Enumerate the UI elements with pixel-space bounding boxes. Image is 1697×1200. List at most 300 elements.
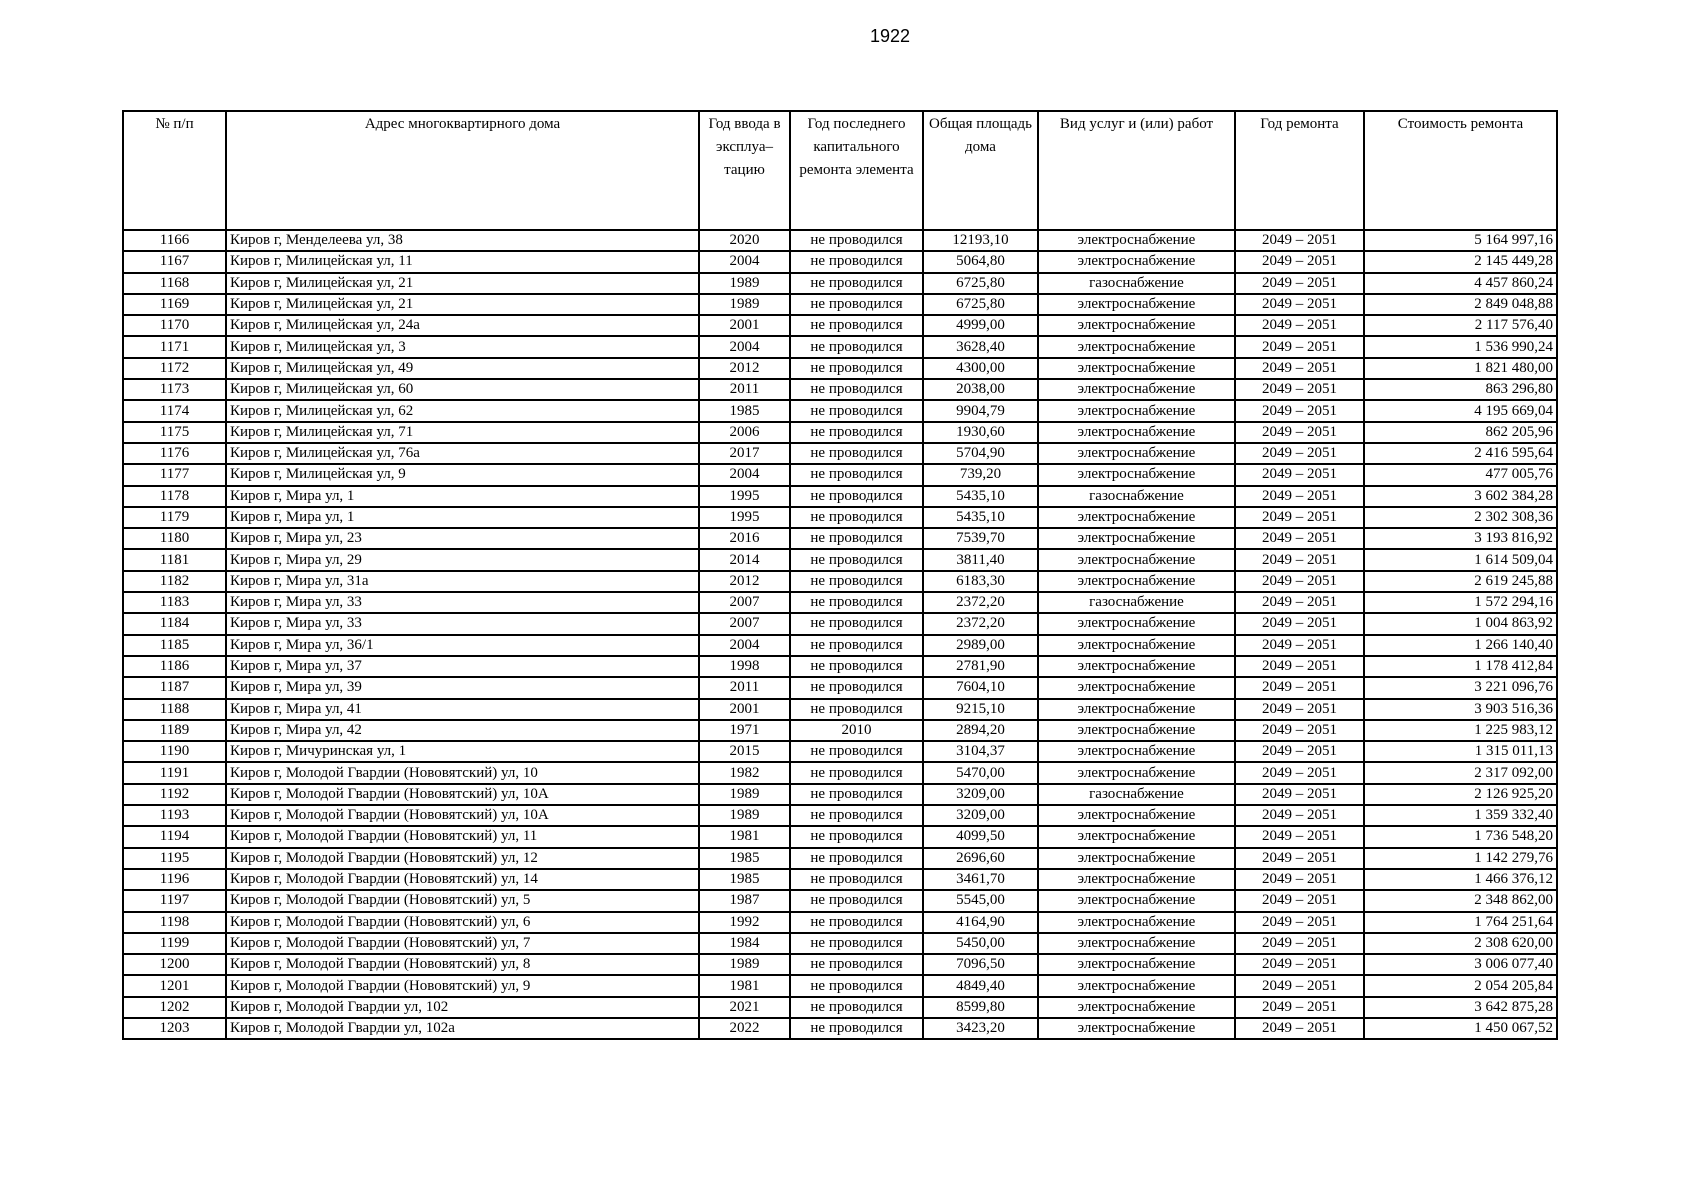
table-body xyxy=(123,230,1557,1039)
cell-address: Киров г, Молодой Гвардии (Нововятский) ул, 10А xyxy=(226,805,699,826)
cell-last-repair: не проводился xyxy=(790,592,923,613)
cell-cost: 3 903 516,36 xyxy=(1364,699,1557,720)
cell-area: 5545,00 xyxy=(923,890,1038,911)
table-row xyxy=(123,1018,1557,1039)
cell-year-built: 1985 xyxy=(699,848,790,869)
cell-last-repair: не проводился xyxy=(790,741,923,762)
cell-service: электроснабжение xyxy=(1038,912,1235,933)
cell-cost: 2 117 576,40 xyxy=(1364,315,1557,336)
cell-num: 1180 xyxy=(123,528,226,549)
cell-cost: 1 178 412,84 xyxy=(1364,656,1557,677)
cell-address: Киров г, Молодой Гвардии (Нововятский) ул, 7 xyxy=(226,933,699,954)
cell-last-repair: не проводился xyxy=(790,826,923,847)
cell-num: 1179 xyxy=(123,507,226,528)
table-row xyxy=(123,294,1557,315)
cell-service: электроснабжение xyxy=(1038,890,1235,911)
cell-num: 1173 xyxy=(123,379,226,400)
cell-cost: 1 142 279,76 xyxy=(1364,848,1557,869)
cell-address: Киров г, Мира ул, 42 xyxy=(226,720,699,741)
cell-repair-years: 2049 – 2051 xyxy=(1235,826,1364,847)
cell-service: электроснабжение xyxy=(1038,656,1235,677)
cell-cost: 2 416 595,64 xyxy=(1364,443,1557,464)
cell-year-built: 2021 xyxy=(699,997,790,1018)
cell-area: 7604,10 xyxy=(923,677,1038,698)
cell-service: газоснабжение xyxy=(1038,273,1235,294)
table-row xyxy=(123,464,1557,485)
cell-num: 1194 xyxy=(123,826,226,847)
cell-last-repair: не проводился xyxy=(790,443,923,464)
cell-last-repair: не проводился xyxy=(790,656,923,677)
cell-address: Киров г, Молодой Гвардии (Нововятский) ул, 8 xyxy=(226,954,699,975)
cell-area: 4099,50 xyxy=(923,826,1038,847)
cell-repair-years: 2049 – 2051 xyxy=(1235,613,1364,634)
cell-num: 1188 xyxy=(123,699,226,720)
header-area: Общая площадь дома xyxy=(923,111,1038,230)
cell-year-built: 1995 xyxy=(699,486,790,507)
table-row xyxy=(123,613,1557,634)
cell-service: электроснабжение xyxy=(1038,613,1235,634)
cell-num: 1190 xyxy=(123,741,226,762)
cell-area: 739,20 xyxy=(923,464,1038,485)
cell-repair-years: 2049 – 2051 xyxy=(1235,486,1364,507)
cell-cost: 2 308 620,00 xyxy=(1364,933,1557,954)
cell-service: электроснабжение xyxy=(1038,294,1235,315)
table-row xyxy=(123,869,1557,890)
cell-cost: 3 221 096,76 xyxy=(1364,677,1557,698)
cell-address: Киров г, Мира ул, 23 xyxy=(226,528,699,549)
cell-service: электроснабжение xyxy=(1038,677,1235,698)
cell-cost: 4 195 669,04 xyxy=(1364,400,1557,421)
cell-repair-years: 2049 – 2051 xyxy=(1235,507,1364,528)
cell-year-built: 1985 xyxy=(699,400,790,421)
header-address: Адрес многоквартирного дома xyxy=(226,111,699,230)
cell-last-repair: не проводился xyxy=(790,677,923,698)
cell-cost: 3 193 816,92 xyxy=(1364,528,1557,549)
cell-year-built: 2016 xyxy=(699,528,790,549)
cell-cost: 1 736 548,20 xyxy=(1364,826,1557,847)
cell-area: 5450,00 xyxy=(923,933,1038,954)
cell-year-built: 1971 xyxy=(699,720,790,741)
cell-cost: 3 006 077,40 xyxy=(1364,954,1557,975)
cell-area: 9215,10 xyxy=(923,699,1038,720)
cell-area: 8599,80 xyxy=(923,997,1038,1018)
cell-address: Киров г, Мира ул, 39 xyxy=(226,677,699,698)
cell-area: 3628,40 xyxy=(923,336,1038,357)
cell-repair-years: 2049 – 2051 xyxy=(1235,251,1364,272)
cell-last-repair: не проводился xyxy=(790,912,923,933)
cell-last-repair: не проводился xyxy=(790,507,923,528)
cell-num: 1167 xyxy=(123,251,226,272)
cell-cost: 1 266 140,40 xyxy=(1364,635,1557,656)
table-row xyxy=(123,677,1557,698)
cell-year-built: 2001 xyxy=(699,699,790,720)
cell-cost: 1 764 251,64 xyxy=(1364,912,1557,933)
cell-last-repair: не проводился xyxy=(790,954,923,975)
cell-repair-years: 2049 – 2051 xyxy=(1235,635,1364,656)
cell-area: 5435,10 xyxy=(923,507,1038,528)
cell-service: газоснабжение xyxy=(1038,592,1235,613)
table-row xyxy=(123,656,1557,677)
cell-num: 1183 xyxy=(123,592,226,613)
cell-area: 3209,00 xyxy=(923,784,1038,805)
table-row xyxy=(123,251,1557,272)
cell-num: 1202 xyxy=(123,997,226,1018)
cell-address: Киров г, Молодой Гвардии (Нововятский) ул, 6 xyxy=(226,912,699,933)
cell-last-repair: не проводился xyxy=(790,400,923,421)
cell-cost: 1 821 480,00 xyxy=(1364,358,1557,379)
cell-year-built: 2004 xyxy=(699,251,790,272)
cell-address: Киров г, Молодой Гвардии (Нововятский) ул, 5 xyxy=(226,890,699,911)
cell-address: Киров г, Мира ул, 33 xyxy=(226,592,699,613)
cell-cost: 5 164 997,16 xyxy=(1364,230,1557,251)
cell-service: электроснабжение xyxy=(1038,379,1235,400)
cell-repair-years: 2049 – 2051 xyxy=(1235,699,1364,720)
cell-area: 3209,00 xyxy=(923,805,1038,826)
cell-address: Киров г, Мира ул, 36/1 xyxy=(226,635,699,656)
cell-num: 1185 xyxy=(123,635,226,656)
cell-address: Киров г, Милицейская ул, 71 xyxy=(226,422,699,443)
cell-area: 5435,10 xyxy=(923,486,1038,507)
cell-year-built: 2011 xyxy=(699,379,790,400)
cell-num: 1175 xyxy=(123,422,226,443)
cell-area: 2038,00 xyxy=(923,379,1038,400)
cell-cost: 1 225 983,12 xyxy=(1364,720,1557,741)
cell-address: Киров г, Милицейская ул, 60 xyxy=(226,379,699,400)
cell-cost: 2 145 449,28 xyxy=(1364,251,1557,272)
cell-repair-years: 2049 – 2051 xyxy=(1235,528,1364,549)
cell-year-built: 1989 xyxy=(699,784,790,805)
cell-last-repair: не проводился xyxy=(790,869,923,890)
cell-num: 1197 xyxy=(123,890,226,911)
cell-year-built: 2020 xyxy=(699,230,790,251)
cell-service: электроснабжение xyxy=(1038,358,1235,379)
cell-area: 6183,30 xyxy=(923,571,1038,592)
cell-num: 1189 xyxy=(123,720,226,741)
table-row xyxy=(123,230,1557,251)
cell-year-built: 2015 xyxy=(699,741,790,762)
cell-num: 1174 xyxy=(123,400,226,421)
cell-last-repair: не проводился xyxy=(790,784,923,805)
cell-repair-years: 2049 – 2051 xyxy=(1235,677,1364,698)
table-row xyxy=(123,826,1557,847)
cell-repair-years: 2049 – 2051 xyxy=(1235,400,1364,421)
cell-last-repair: не проводился xyxy=(790,933,923,954)
cell-cost: 1 450 067,52 xyxy=(1364,1018,1557,1039)
cell-num: 1178 xyxy=(123,486,226,507)
cell-last-repair: не проводился xyxy=(790,762,923,783)
cell-last-repair: не проводился xyxy=(790,230,923,251)
cell-num: 1171 xyxy=(123,336,226,357)
cell-last-repair: не проводился xyxy=(790,379,923,400)
cell-service: электроснабжение xyxy=(1038,635,1235,656)
cell-num: 1191 xyxy=(123,762,226,783)
cell-cost: 1 004 863,92 xyxy=(1364,613,1557,634)
header-num: № п/п xyxy=(123,111,226,230)
cell-area: 3104,37 xyxy=(923,741,1038,762)
cell-year-built: 2006 xyxy=(699,422,790,443)
cell-address: Киров г, Милицейская ул, 3 xyxy=(226,336,699,357)
cell-num: 1195 xyxy=(123,848,226,869)
cell-area: 4300,00 xyxy=(923,358,1038,379)
cell-service: электроснабжение xyxy=(1038,507,1235,528)
cell-num: 1177 xyxy=(123,464,226,485)
cell-year-built: 1981 xyxy=(699,975,790,996)
cell-repair-years: 2049 – 2051 xyxy=(1235,592,1364,613)
cell-cost: 2 619 245,88 xyxy=(1364,571,1557,592)
cell-cost: 1 359 332,40 xyxy=(1364,805,1557,826)
cell-service: электроснабжение xyxy=(1038,741,1235,762)
cell-last-repair: не проводился xyxy=(790,528,923,549)
cell-last-repair: не проводился xyxy=(790,464,923,485)
table-row xyxy=(123,720,1557,741)
cell-cost: 2 126 925,20 xyxy=(1364,784,1557,805)
cell-service: электроснабжение xyxy=(1038,315,1235,336)
cell-cost: 2 348 862,00 xyxy=(1364,890,1557,911)
cell-last-repair: не проводился xyxy=(790,315,923,336)
cell-address: Киров г, Мира ул, 1 xyxy=(226,507,699,528)
cell-num: 1186 xyxy=(123,656,226,677)
cell-last-repair: не проводился xyxy=(790,805,923,826)
table-row xyxy=(123,315,1557,336)
cell-year-built: 1987 xyxy=(699,890,790,911)
cell-area: 1930,60 xyxy=(923,422,1038,443)
cell-area: 4999,00 xyxy=(923,315,1038,336)
cell-area: 2781,90 xyxy=(923,656,1038,677)
table-row xyxy=(123,549,1557,570)
cell-repair-years: 2049 – 2051 xyxy=(1235,422,1364,443)
cell-service: электроснабжение xyxy=(1038,848,1235,869)
table-row xyxy=(123,762,1557,783)
table-row xyxy=(123,528,1557,549)
cell-repair-years: 2049 – 2051 xyxy=(1235,784,1364,805)
cell-repair-years: 2049 – 2051 xyxy=(1235,464,1364,485)
cell-last-repair: не проводился xyxy=(790,336,923,357)
cell-service: электроснабжение xyxy=(1038,549,1235,570)
cell-repair-years: 2049 – 2051 xyxy=(1235,997,1364,1018)
cell-area: 7096,50 xyxy=(923,954,1038,975)
cell-repair-years: 2049 – 2051 xyxy=(1235,741,1364,762)
cell-cost: 863 296,80 xyxy=(1364,379,1557,400)
cell-address: Киров г, Молодой Гвардии (Нововятский) ул, 11 xyxy=(226,826,699,847)
cell-year-built: 1989 xyxy=(699,954,790,975)
cell-last-repair: не проводился xyxy=(790,635,923,656)
cell-address: Киров г, Мира ул, 1 xyxy=(226,486,699,507)
table-row xyxy=(123,507,1557,528)
cell-address: Киров г, Милицейская ул, 9 xyxy=(226,464,699,485)
cell-service: электроснабжение xyxy=(1038,869,1235,890)
table-row xyxy=(123,741,1557,762)
cell-repair-years: 2049 – 2051 xyxy=(1235,954,1364,975)
cell-repair-years: 2049 – 2051 xyxy=(1235,762,1364,783)
cell-address: Киров г, Молодой Гвардии (Нововятский) ул, 14 xyxy=(226,869,699,890)
cell-service: электроснабжение xyxy=(1038,1018,1235,1039)
cell-service: электроснабжение xyxy=(1038,422,1235,443)
cell-area: 6725,80 xyxy=(923,273,1038,294)
cell-area: 3423,20 xyxy=(923,1018,1038,1039)
table-row xyxy=(123,848,1557,869)
cell-num: 1182 xyxy=(123,571,226,592)
cell-year-built: 1989 xyxy=(699,294,790,315)
cell-num: 1166 xyxy=(123,230,226,251)
cell-service: электроснабжение xyxy=(1038,571,1235,592)
cell-repair-years: 2049 – 2051 xyxy=(1235,443,1364,464)
header-last-repair: Год последнего капитального ремонта элемента xyxy=(790,111,923,230)
cell-year-built: 2017 xyxy=(699,443,790,464)
cell-area: 4849,40 xyxy=(923,975,1038,996)
cell-num: 1193 xyxy=(123,805,226,826)
cell-service: электроснабжение xyxy=(1038,826,1235,847)
cell-year-built: 2004 xyxy=(699,464,790,485)
cell-service: электроснабжение xyxy=(1038,443,1235,464)
cell-cost: 1 614 509,04 xyxy=(1364,549,1557,570)
cell-service: электроснабжение xyxy=(1038,464,1235,485)
cell-year-built: 2007 xyxy=(699,592,790,613)
cell-last-repair: не проводился xyxy=(790,890,923,911)
cell-address: Киров г, Милицейская ул, 21 xyxy=(226,294,699,315)
cell-last-repair: не проводился xyxy=(790,486,923,507)
cell-address: Киров г, Молодой Гвардии (Нововятский) ул, 10А xyxy=(226,784,699,805)
cell-area: 9904,79 xyxy=(923,400,1038,421)
cell-service: электроснабжение xyxy=(1038,805,1235,826)
cell-year-built: 1992 xyxy=(699,912,790,933)
table-row xyxy=(123,699,1557,720)
cell-repair-years: 2049 – 2051 xyxy=(1235,656,1364,677)
cell-cost: 1 315 011,13 xyxy=(1364,741,1557,762)
cell-last-repair: не проводился xyxy=(790,549,923,570)
cell-cost: 3 602 384,28 xyxy=(1364,486,1557,507)
cell-repair-years: 2049 – 2051 xyxy=(1235,230,1364,251)
cell-cost: 477 005,76 xyxy=(1364,464,1557,485)
table-row xyxy=(123,486,1557,507)
cell-address: Киров г, Мира ул, 33 xyxy=(226,613,699,634)
cell-repair-years: 2049 – 2051 xyxy=(1235,273,1364,294)
cell-repair-years: 2049 – 2051 xyxy=(1235,358,1364,379)
table-row xyxy=(123,975,1557,996)
cell-last-repair: не проводился xyxy=(790,848,923,869)
cell-num: 1192 xyxy=(123,784,226,805)
cell-num: 1201 xyxy=(123,975,226,996)
cell-address: Киров г, Мира ул, 31а xyxy=(226,571,699,592)
cell-year-built: 1985 xyxy=(699,869,790,890)
header-repair-years: Год ремонта xyxy=(1235,111,1364,230)
cell-area: 5064,80 xyxy=(923,251,1038,272)
cell-last-repair: не проводился xyxy=(790,975,923,996)
cell-year-built: 2004 xyxy=(699,336,790,357)
cell-address: Киров г, Милицейская ул, 76а xyxy=(226,443,699,464)
cell-cost: 3 642 875,28 xyxy=(1364,997,1557,1018)
cell-num: 1203 xyxy=(123,1018,226,1039)
table-row xyxy=(123,422,1557,443)
cell-address: Киров г, Мира ул, 29 xyxy=(226,549,699,570)
cell-year-built: 2004 xyxy=(699,635,790,656)
cell-service: электроснабжение xyxy=(1038,528,1235,549)
cell-last-repair: 2010 xyxy=(790,720,923,741)
cell-service: электроснабжение xyxy=(1038,336,1235,357)
cell-address: Киров г, Молодой Гвардии (Нововятский) ул, 12 xyxy=(226,848,699,869)
table-row xyxy=(123,997,1557,1018)
cell-service: электроснабжение xyxy=(1038,997,1235,1018)
cell-address: Киров г, Милицейская ул, 49 xyxy=(226,358,699,379)
cell-area: 3811,40 xyxy=(923,549,1038,570)
cell-repair-years: 2049 – 2051 xyxy=(1235,848,1364,869)
cell-repair-years: 2049 – 2051 xyxy=(1235,933,1364,954)
cell-repair-years: 2049 – 2051 xyxy=(1235,869,1364,890)
cell-area: 4164,90 xyxy=(923,912,1038,933)
cell-repair-years: 2049 – 2051 xyxy=(1235,975,1364,996)
cell-year-built: 1981 xyxy=(699,826,790,847)
cell-repair-years: 2049 – 2051 xyxy=(1235,315,1364,336)
cell-repair-years: 2049 – 2051 xyxy=(1235,294,1364,315)
cell-cost: 2 302 308,36 xyxy=(1364,507,1557,528)
cell-num: 1200 xyxy=(123,954,226,975)
cell-last-repair: не проводился xyxy=(790,294,923,315)
cell-year-built: 2014 xyxy=(699,549,790,570)
cell-last-repair: не проводился xyxy=(790,358,923,379)
repair-registry-table xyxy=(122,110,1558,1040)
cell-cost: 862 205,96 xyxy=(1364,422,1557,443)
cell-year-built: 1998 xyxy=(699,656,790,677)
cell-num: 1176 xyxy=(123,443,226,464)
cell-repair-years: 2049 – 2051 xyxy=(1235,1018,1364,1039)
table-row xyxy=(123,912,1557,933)
cell-num: 1199 xyxy=(123,933,226,954)
cell-repair-years: 2049 – 2051 xyxy=(1235,805,1364,826)
cell-num: 1181 xyxy=(123,549,226,570)
cell-address: Киров г, Мира ул, 37 xyxy=(226,656,699,677)
table-header-row xyxy=(123,111,1557,230)
cell-year-built: 2001 xyxy=(699,315,790,336)
table-row xyxy=(123,954,1557,975)
cell-year-built: 2011 xyxy=(699,677,790,698)
cell-service: электроснабжение xyxy=(1038,400,1235,421)
table-row xyxy=(123,379,1557,400)
table-row xyxy=(123,784,1557,805)
cell-area: 7539,70 xyxy=(923,528,1038,549)
cell-address: Киров г, Молодой Гвардии ул, 102а xyxy=(226,1018,699,1039)
cell-repair-years: 2049 – 2051 xyxy=(1235,336,1364,357)
cell-num: 1184 xyxy=(123,613,226,634)
cell-address: Киров г, Милицейская ул, 21 xyxy=(226,273,699,294)
cell-cost: 2 317 092,00 xyxy=(1364,762,1557,783)
cell-year-built: 1984 xyxy=(699,933,790,954)
cell-last-repair: не проводился xyxy=(790,422,923,443)
cell-area: 2894,20 xyxy=(923,720,1038,741)
cell-last-repair: не проводился xyxy=(790,613,923,634)
cell-year-built: 2012 xyxy=(699,571,790,592)
cell-last-repair: не проводился xyxy=(790,997,923,1018)
cell-year-built: 2022 xyxy=(699,1018,790,1039)
table-row xyxy=(123,592,1557,613)
cell-year-built: 1989 xyxy=(699,273,790,294)
table-row xyxy=(123,336,1557,357)
table-row xyxy=(123,571,1557,592)
table-row xyxy=(123,358,1557,379)
cell-cost: 2 849 048,88 xyxy=(1364,294,1557,315)
cell-area: 2372,20 xyxy=(923,613,1038,634)
cell-cost: 4 457 860,24 xyxy=(1364,273,1557,294)
cell-num: 1198 xyxy=(123,912,226,933)
cell-address: Киров г, Молодой Гвардии ул, 102 xyxy=(226,997,699,1018)
cell-num: 1172 xyxy=(123,358,226,379)
cell-cost: 2 054 205,84 xyxy=(1364,975,1557,996)
cell-address: Киров г, Молодой Гвардии (Нововятский) ул, 10 xyxy=(226,762,699,783)
cell-repair-years: 2049 – 2051 xyxy=(1235,720,1364,741)
cell-year-built: 1989 xyxy=(699,805,790,826)
cell-cost: 1 466 376,12 xyxy=(1364,869,1557,890)
cell-area: 5470,00 xyxy=(923,762,1038,783)
cell-address: Киров г, Милицейская ул, 62 xyxy=(226,400,699,421)
cell-repair-years: 2049 – 2051 xyxy=(1235,571,1364,592)
